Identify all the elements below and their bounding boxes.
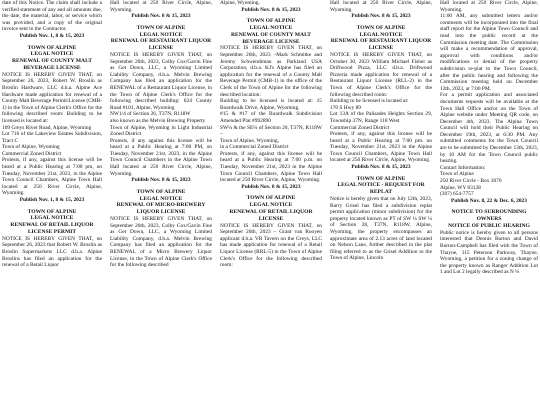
paragraph: Hall located at 250 River Circle, Alpine, Wyoming. [110,0,212,13]
column-5 [440,0,538,400]
notice-heading: TOWN OF ALPINE [136,24,186,31]
notice-heading: TOWN OF ALPINE [356,24,406,31]
paragraph: Town of Alpine, Wyoming [2,144,60,151]
paragraph: Hall located at 250 River Circle, Alpine, Wyoming. [330,0,432,13]
notice-heading: TOWN OF ALPINE [136,188,186,195]
notice-heading: LEGAL NOTICE [30,215,74,222]
paragraph: NOTICE IS HEREBY GIVEN THAT, on September 26, 2023 that Robert W. Broslin as Broslin Supermarkets LLC d.b.a. Alpine Broslins has filed an application for the renewal of a Retail Liquor [2,235,102,269]
column-1 [2,0,102,400]
publish-date-line: Publish Nov. 8 & 15, 2023 [241,183,301,190]
paragraph: Public notice is hereby given to all persons interested that Dennis Burton and David Burton-Campbell has filed with the Town of Thayne, 115 Peterson Parkway, Thayne, Wyoming, a petition for a zoning change of the property known as Ranger Addition Lot 1 and Lot 2 legally described as N ¼ [440,229,538,276]
paragraph: #15 & #17 of the Boardwalk Subdivision Amended Plat #992890 [220,111,322,124]
paragraph: NW1/4 of Section 26, T37N, R118W [110,111,191,118]
paragraph: Alpine, WY 83128 [440,184,481,191]
paragraph: 11:00 AM, any submitted letters and/or comments will be incorporated into the final staff report for the Alpine Town Council and read into the public record at the Commission meeting date. The Commission will make a recommendation of approval, approval with conditions and/or modifications or denial of the property subdivision re-plat to the Town Council, after the public hearing and following the Commission meeting held on December 12th, 2023, at 7:00 PM. [440,13,538,92]
notice-heading: LEGAL NOTICE [249,202,293,209]
paragraph: NOTICE IS HEREBY GIVEN THAT, on September 26th, 2023 –Mark Schmitke and Jeremy Schwendiman as Parkland USA Corporation, d.b.a. KJ's Alpine has filed an application for the renewal of a County Malt Beverage Permit (CMB-1) in the office of the Clerk of the Town of Alpine for the following described location: [220,45,322,98]
notice-heading: NOTICE OF PUBLIC HEARING [448,223,530,229]
publish-date-line: Publish Nov. 8 & 15, 2023 [131,177,191,184]
notice-heading: RENEWAL OF COUNTY MALT BEVERAGE LICENSE [11,58,93,71]
paragraph: Notice is hereby given that on July 12th, 2023, Barry Grisel has filed a subdivision replat permit application (minor subdivision) for the property located known as PT of SW ¼ SW ¼ of Section 28, T37N, R118W, Alpine, Wyoming, the property encompasses an approximate area of 2.13 acres of land located on Nelson Lane, further described in the plat filing referred to as the Grisel Addition to the Town of Alpine, Lincoln [330,196,432,262]
paragraph: Town of Alpine, Wyoming, [220,137,279,144]
notice-heading: TOWN OF ALPINE [27,44,77,51]
notice-heading: TOWN OF ALPINE [246,18,296,25]
paragraph: Alpine, Wyoming. [220,0,260,6]
paragraph: Protests, if any, against this license will be heard at a Public Hearing at 7:00 pm. on Tuesday, November 21st, 2023 in the Alpine Town Council Chambers, Alpine Town Hall located at 250 River Circle, Alpine, Wyoming. [330,131,432,164]
paragraph: Lot 716 of the Lakeview Estates Subdivision, Tract C [2,131,102,144]
paragraph: date of this Notice. The claim shall include a verified statement of any and all amounts due, the date, the material, labor, or service which was provided, and a copy of the original invoice sent to the Contractor. [2,0,102,33]
publish-date-line: Publish Nov. 8 & 15, 2023 [241,6,301,13]
publish-date-line: Publish Nov. 8 & 15, 2023 [351,13,411,20]
paragraph: Hall located at 250 River Circle, Alpine, Wyoming. [440,0,538,13]
notice-heading: RENEWAL OF RETAIL LIQUOR LICENSE [229,209,313,222]
paragraph: Protests, if any, against this license will be heard at a Public Hearing at 7:00 p.m. on Tuesday, November 21st, 2023 in the Alpine Town Council Chambers, Alpine Town Hall located at 250 River Circle, Alpine, Wyoming. [220,150,322,184]
column-2 [110,0,212,400]
notice-heading: NOTICE TO SURROUNDING OWNERS [451,209,527,223]
paragraph: Protests, if any against this license will be heard at a Public Hearing at 7:00 PM, on Tuesday, November 21st, 2023, in the Alpine Town Council Chambers in the Alpine Town Hall located at 250 River Circle, Alpine, Wyoming. [110,137,212,177]
paragraph: Contact Information: [440,164,486,171]
paragraph: 170 S Hwy 89 [330,104,361,111]
paragraph: in a Commercial Zoned District [220,144,289,151]
paragraph: NOTICE IS HEREBY GIVEN THAT, on September 26th, 2023, Colby Cox/Gavin Fine as Get Down, LLC, a Wyoming Limited Liability Company, d.b.a. Melvin Brewing Company has filed an application for the RENEWAL of a Restaurant Liquor License, in the Town of Alpine Clerk's Office for the following described building: 624 County Road #101, Alpine, Wyoming [110,51,212,111]
notice-heading: LEGAL NOTICE [359,31,403,38]
notice-heading: RENEWAL OF COUNTY MALT BEVERAGE LICENSE [230,31,312,45]
notice-heading: LEGAL NOTICE - REQUEST FOR REPLAT [337,182,425,196]
publish-date-line: Publish Nov. 1, 8 & 15, 2023 [19,32,85,39]
paragraph: For a permit application and associated documents requests will be available at the Town Hall Office and/or on the Town of Alpine website under Meeting QR code, on December 4th, 2023. The Alpine Town Council will hold their Public Hearing on December 19th, 2023, at 6:30 PM. Any submitted comments for the Town Council are to be submitted by December 13th, 2023, by 10 AM for the Town Council public hearing. [440,92,538,165]
notice-heading: LEGAL NOTICE [139,31,183,38]
paragraph: Protests, if any, against this license will be heard at a Public Hearing at 7:00 pm, on Tuesday, November 21st, 2023, in the Alpine Town Council Chambers, Alpine Town Hall located at 250 River Circle, Alpine, Wyoming. [2,157,102,197]
paragraph: NOTICE IS HEREBY GIVEN THAT, on September 26th, 2023, Colby Cox/Gavin Fine as Get Down, LLC, a Wyoming Limited Liability Company, d.b.a. Melvin Brewing Company has filed an application for the RENEWAL of a Micro Brewery Liquor License, in the Town of Alpine Clerk's Office for the following described [110,216,212,269]
paragraph: Building to be licensed is located at: 15 Boardwalk Drive, Alpine, Wyoming. [220,98,322,111]
paragraph: Building to be licensed is located at: [330,98,409,105]
paragraph: Commercial Zoned District [2,150,62,157]
notice-heading: TOWN OF ALPINE [246,195,296,202]
paragraph: NOTICE IS HEREBY GIVEN THAT, on September 26, 2023, Robert W. Broslin as Broslin Hardware, LLC d.b.a. Alpine Ace Hardware made application for renewal of a County Malt Beverage Permit/License (CMB-1) in the Town of Alpine Clerk's Office for the following described room: Building to be licensed is located at: [2,71,102,124]
paragraph: SW¼ & the SE¼ of Section 20, T37N, R118W – [220,124,322,138]
paragraph: 250 River Circle - Box 3070 [440,178,502,185]
paragraph: Lot 13A of the Palisades Heights Section 29, Township 37N, Range 118 West [330,111,432,124]
paragraph: also known as the Melvin Brewing Property [110,117,206,124]
paragraph: NOTICE IS HEREBY GIVEN THAT, on September 26th, 2023 – Grant van Rooyen applicant d.b.a. VR Tavern on the Greys, LLC has made application for renewal of a Retail Liquor License (RRL-5) in the Town of Alpine Clerk's Office for the following described room: [220,222,322,269]
notice-heading: RENEWAL OF MICRO-BREWERY LIQUOR LICENSE [116,202,206,216]
paragraph: (307) 654-7757 [440,191,474,198]
paragraph: Commercial Zoned District [330,124,390,131]
notice-heading: RENEWAL OF RESTAURANT LIQUOR LICENSE [110,38,212,52]
publish-date-line: Publish Nov. 8 & 15, 2023 [131,13,191,20]
paragraph: Town of Alpine [440,171,474,178]
publish-date-line: Publish Nov. 8 & 15, 2023 [351,164,411,171]
publish-date-line: Publish Nov. 1, 8 & 15, 2023 [19,197,85,204]
paragraph: Town of Alpine, Wyoming in Light Industrial Zoned District [110,124,212,138]
publish-date-line: Publish Nov. 8, 22 & Dec. 6, 2023 [451,197,527,204]
paragraph: 109 Greys River Road, Alpine, Wyoming [2,124,92,131]
column-4 [330,0,432,400]
notice-heading: TOWN OF ALPINE [27,208,77,215]
notice-heading: RENEWAL OF RETAIL LIQUOR LICENSE PERMIT [10,222,94,236]
notice-heading: RENEWAL OF RESTAURANT LIQUOR LICENSE [330,38,432,52]
paragraph: NOTICE IS HEREBY GIVEN THAT, on October 30, 2023 William Michael Fisher as Driftwood Pizza, LLC d.b.a. Driftwood Pizzeria made application for renewal of a Restaurant Liquor License (RLL-2) in the Town of Alpine Clerk's Office for the following described room: [330,51,432,98]
notice-heading: TOWN OF ALPINE [356,175,406,182]
notice-heading: LEGAL NOTICE [30,51,74,58]
notice-heading: LEGAL NOTICE [139,195,183,202]
notice-heading: LEGAL NOTICE [249,24,293,31]
column-3 [220,0,322,400]
